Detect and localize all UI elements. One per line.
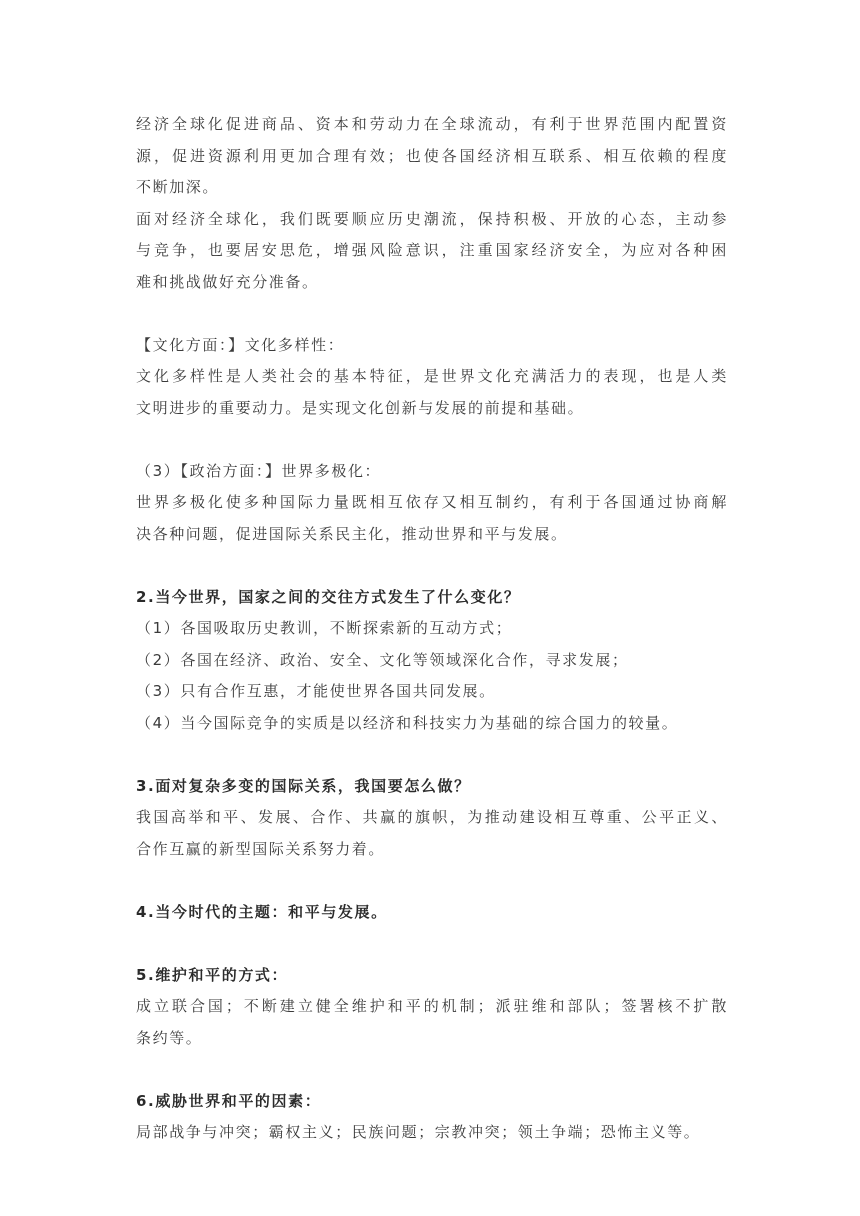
text-line: 与竞争，也要居安思危，增强风险意识，注重国家经济安全，为应对各种困 <box>136 241 728 259</box>
globalization-paragraph-2 <box>136 204 728 299</box>
question-3-section <box>136 771 728 866</box>
paragraph-spacer <box>136 1054 728 1086</box>
text-line: 决各种问题，促进国际关系民主化，推动世界和平与发展。 <box>136 524 568 543</box>
text-line: 难和挑战做好充分准备。 <box>136 272 319 291</box>
paragraph-spacer <box>136 739 728 771</box>
culture-section <box>136 330 728 425</box>
list-item: （4）当今国际竞争的实质是以经济和科技实力为基础的综合国力的较量。 <box>136 713 679 732</box>
text-line: 不断加深。 <box>136 178 220 196</box>
text-line: 面对经济全球化，我们既要顺应历史潮流，保持积极、开放的心态，主动参 <box>136 209 728 228</box>
question-title: 6.威胁世界和平的因素： <box>136 1091 322 1110</box>
politics-section <box>136 456 728 551</box>
text-line: 文化多样性是人类社会的基本特征，是世界文化充满活力的表现，也是人类 <box>136 367 728 385</box>
section-heading: （3）【政治方面：】世界多极化： <box>136 461 382 480</box>
text-line: 条约等。 <box>136 1028 203 1047</box>
text-line: 局部战争与冲突；霸权主义；民族问题；宗教冲突；领土争端；恐怖主义等。 <box>136 1123 701 1141</box>
list-item: （2）各国在经济、政治、安全、文化等领域深化合作，寻求发展； <box>136 650 629 669</box>
paragraph-spacer <box>136 424 728 456</box>
globalization-paragraph-1 <box>136 109 728 204</box>
question-title: 4.当今时代的主题：和平与发展。 <box>136 902 388 921</box>
paragraph-spacer <box>136 928 728 960</box>
text-line: 经济全球化促进商品、资本和劳动力在全球流动，有利于世界范围内配置资 <box>136 115 728 133</box>
list-item: （3）只有合作互惠，才能使世界各国共同发展。 <box>136 682 496 700</box>
text-line: 成立联合国；不断建立健全维护和平的机制；派驻维和部队；签署核不扩散 <box>136 997 728 1015</box>
paragraph-spacer <box>136 550 728 582</box>
paragraph-spacer <box>136 865 728 897</box>
text-line: 源，促进资源利用更加合理有效；也使各国经济相互联系、相互依赖的程度 <box>136 146 728 165</box>
question-title: 3.面对复杂多变的国际关系，我国要怎么做？ <box>136 776 471 795</box>
text-line: 我国高举和平、发展、合作、共赢的旗帜，为推动建设相互尊重、公平正义、 <box>136 808 728 826</box>
question-2-section <box>136 582 728 740</box>
text-line: 世界多极化使多种国际力量既相互依存又相互制约，有利于各国通过协商解 <box>136 493 728 511</box>
question-title: 5.维护和平的方式： <box>136 965 289 984</box>
paragraph-spacer <box>136 298 728 330</box>
question-4-section <box>136 897 728 929</box>
text-line: 文明进步的重要动力。是实现文化创新与发展的前提和基础。 <box>136 398 585 417</box>
question-6-section <box>136 1086 728 1149</box>
question-title: 2.当今世界，国家之间的交往方式发生了什么变化？ <box>136 587 521 606</box>
text-line: 合作互赢的新型国际关系努力着。 <box>136 839 386 858</box>
question-5-section <box>136 960 728 1055</box>
section-heading: 【文化方面：】文化多样性： <box>136 335 345 354</box>
document-body <box>136 109 728 1149</box>
list-item: （1）各国吸取历史教训，不断探索新的互动方式； <box>136 619 513 637</box>
